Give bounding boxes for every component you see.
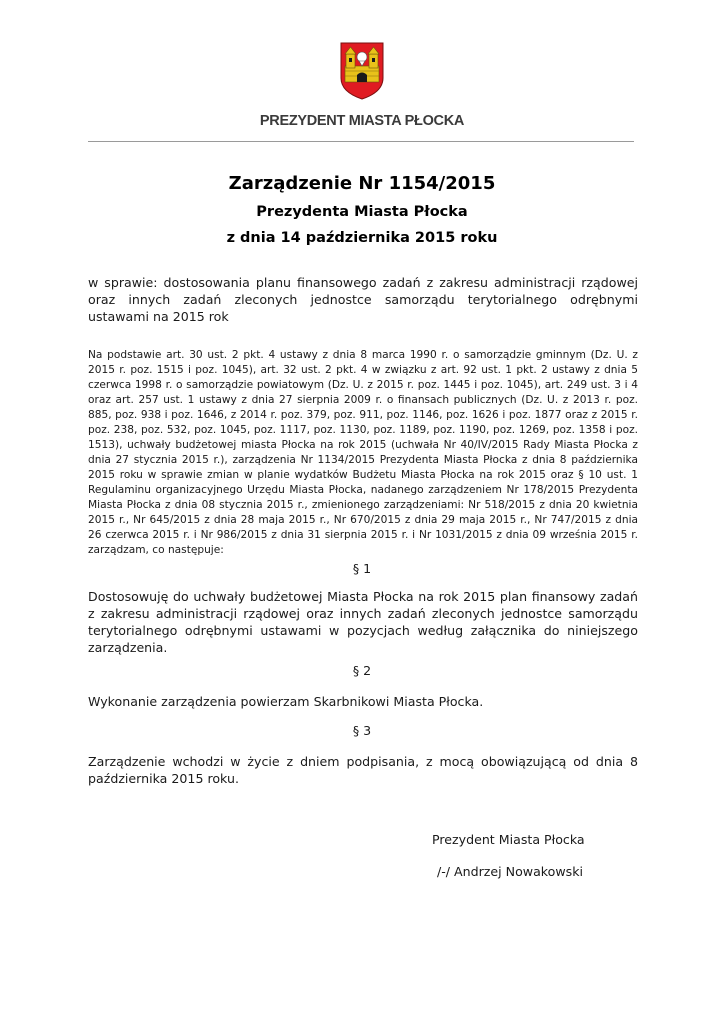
signature-name: /-/ Andrzej Nowakowski [437, 864, 584, 879]
document-title: Zarządzenie Nr 1154/2015 [228, 173, 496, 194]
document-subject: w sprawie: dostosowania planu finansowego zadań z zakresu administracji rządowej oraz innych zadań zleconych jednostce samorządu terytorialnego odrębnymi ustawami na 2015 rok [88, 275, 638, 324]
legal-basis: Na podstawie art. 30 ust. 2 pkt. 4 ustawy z dnia 8 marca 1990 r. o samorządzie gminnym (Dz. U. z 2015 r. poz. 1515 i poz. 1045), art. 32 ust. 2 pkt. 4 w związku z art. 92 ust. 1 pkt. 2 ustawy z dnia 5 czerwca 1998 r. o samorządzie powiatowym (Dz. U. z 2015 r. poz. 1445 i poz. 1045), art. 249 ust. 3 i 4 oraz art. 257 ust. 1 ustawy z dnia 27 sierpnia 2009 r. o finansach publicznych (Dz. U. z 2013 r. poz. 885, poz. 938 i poz. 1646, z 2014 r. poz. 379, poz. 911, poz. 1146, poz. 1626 i poz. 1877 oraz z 2015 r. poz. 238, poz. 532, poz. 1045, poz. 1117, poz. 1130, poz. 1189, poz. 1190, poz. 1269, poz. 1358 i poz. 1513), uchwały budżetowej miasta Płocka na rok 2015 (uchwała Nr 40/IV/2015 Rady Miasta Płocka z dnia 27 stycznia 2015 r.), zarządzenia Nr 1134/2015 Prezydenta Miasta Płocka z dnia 8 października 2015 roku w sprawie zmian w planie wydatków Budżetu Miasta Płocka na rok 2015 oraz § 10 ust. 1 Regulaminu organizacyjnego Urzędu Miasta Płocka, nadanego zarządzeniem Nr 178/2015 Prezydenta Miasta Płocka z dnia 08 stycznia 2015 r., zmienionego zarządzeniami: Nr 518/2015 z dnia 20 kwietnia 2015 r., Nr 645/2015 z dnia 28 maja 2015 r., Nr 670/2015 z dnia 29 maja 2015 r., Nr 747/2015 z dnia 26 czerwca 2015 r. i Nr 986/2015 z dnia 31 sierpnia 2015 r. i Nr 1031/2015 z dnia 09 września 2015 r. zarządzam, co następuje: [88, 349, 638, 556]
header-divider [88, 141, 634, 142]
document-subtitle: Prezydenta Miasta Płocka [256, 204, 468, 220]
section-3-text: Zarządzenie wchodzi w życie z dniem podpisania, z mocą obowiązującą od dnia 8 października 2015 roku. [88, 754, 638, 786]
section-3-sign: § 3 [352, 723, 372, 738]
coat-of-arms-icon [340, 42, 384, 100]
section-1-text: Dostosowuję do uchwały budżetowej Miasta Płocka na rok 2015 plan finansowy zadań z zakresu administracji rządowej oraz innych zadań zleconych jednostce samorządu terytorialnego odrębnymi ustawami w pozycjach według załącznika do niniejszego zarządzenia. [88, 589, 638, 655]
section-1-sign: § 1 [352, 561, 372, 576]
document-date: z dnia 14 października 2015 roku [226, 230, 498, 246]
section-2-sign: § 2 [352, 663, 372, 678]
signature-role: Prezydent Miasta Płocka [432, 832, 585, 847]
office-header: PREZYDENT MIASTA PŁOCKA [259, 113, 465, 129]
section-2-text: Wykonanie zarządzenia powierzam Skarbnikowi Miasta Płocka. [88, 694, 484, 709]
